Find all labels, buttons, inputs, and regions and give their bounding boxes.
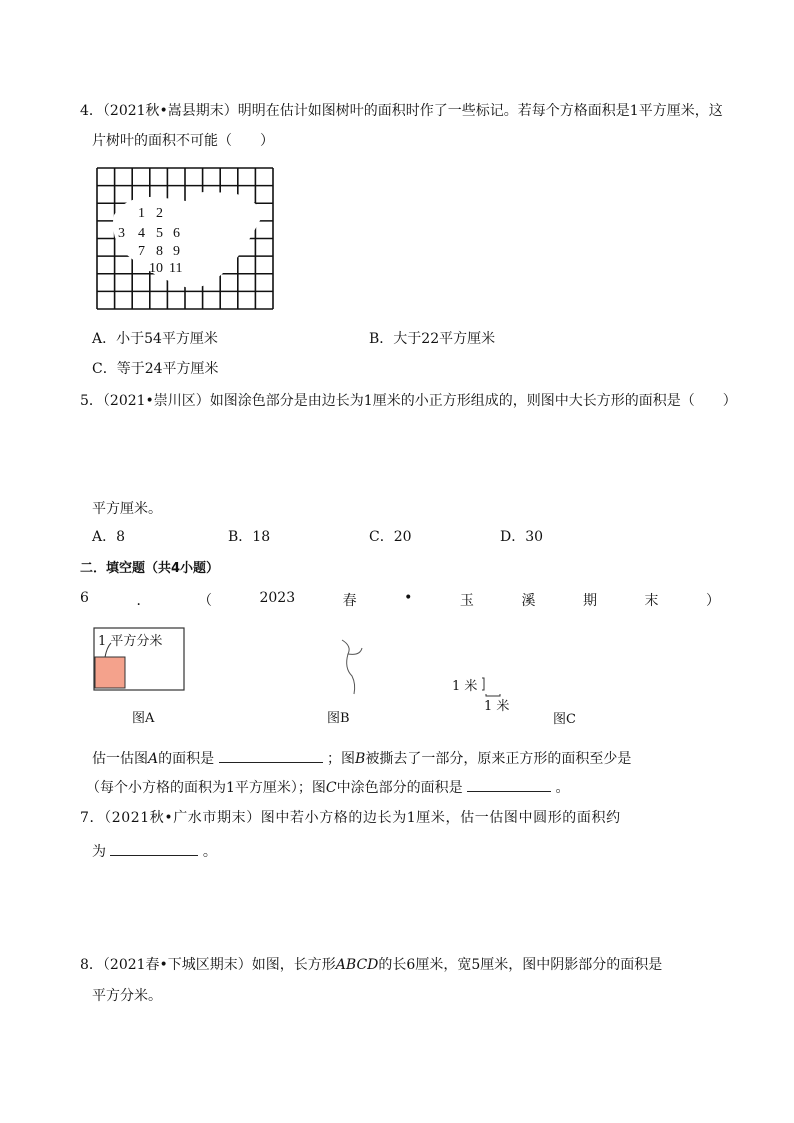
- q5-line2: 平方厘米。: [92, 501, 162, 517]
- leaf-num-3: 3: [118, 226, 125, 241]
- figure-a-caption: 图A: [132, 711, 155, 726]
- q4-option-a[interactable]: A．小于54平方厘米: [92, 331, 218, 347]
- staircase-grid-figure: [166, 421, 306, 513]
- q6-token: 玉: [459, 593, 474, 609]
- q5-option-a[interactable]: A．8: [92, 529, 126, 545]
- leaf-num-1: 1: [138, 206, 145, 221]
- leaf-num-7: 7: [138, 244, 145, 259]
- q6-token: 2023: [259, 590, 296, 606]
- leaf-num-10: 10: [149, 261, 163, 276]
- q8-line1: 8．（2021春•下城区期末）如图，长方形ABCD的长6厘米，宽5厘米，图中阴影部分的面积是: [80, 957, 663, 973]
- leaf-num-4: 4: [138, 226, 145, 241]
- leaf-num-8: 8: [156, 244, 163, 259]
- q4-option-b[interactable]: B．大于22平方厘米: [369, 331, 496, 347]
- q7-answer-blank[interactable]: [110, 841, 198, 856]
- figure-c-bottom-label: 1 米: [484, 699, 510, 714]
- figure-a: [93, 627, 193, 693]
- figure-b-caption: 图B: [327, 711, 350, 726]
- section-title: 二．填空题（共4小题）: [80, 561, 220, 576]
- q6-token: •: [404, 590, 413, 606]
- q6-token: 期: [582, 593, 597, 609]
- q6-token: 6: [80, 590, 89, 606]
- q6-token: 春: [342, 593, 357, 609]
- leaf-num-5: 5: [156, 226, 163, 241]
- q6-token: （: [197, 593, 212, 609]
- q5-option-b[interactable]: B．18: [228, 529, 271, 545]
- q6-line2: （每个小方格的面积为1平方厘米）；图C中涂色部分的面积是 。: [86, 777, 570, 797]
- q4-option-c[interactable]: C．等于24平方厘米: [92, 361, 219, 377]
- q6-token: ）: [705, 593, 720, 609]
- circle-grid-figure: [96, 869, 170, 943]
- q6-answer-blank-2[interactable]: [467, 777, 551, 792]
- figure-c-caption: 图C: [553, 712, 576, 727]
- q6-token: ．: [136, 593, 151, 609]
- q4-line1: 4．（2021秋•嵩县期末）明明在估计如图树叶的面积时作了一些标记。若每个方格面积是1平方厘米，这: [80, 103, 723, 119]
- leaf-grid-figure: [96, 167, 276, 312]
- q4-line2: 片树叶的面积不可能（ ）: [92, 133, 274, 149]
- leaf-num-6: 6: [173, 226, 180, 241]
- q6-header: [80, 590, 720, 610]
- figure-b: [312, 628, 372, 698]
- q6-answer-blank-1[interactable]: [219, 748, 323, 763]
- leaf-num-9: 9: [173, 244, 180, 259]
- figure-a-label: 1 平方分米: [98, 634, 163, 649]
- q6-line1: 估一估图A的面积是 ；图B被撕去了一部分，原来正方形的面积至少是: [92, 748, 631, 768]
- q6-token: 溪: [521, 593, 536, 609]
- q8-line2: 平方分米。: [92, 988, 162, 1004]
- q5-line1: 5．（2021•崇川区）如图涂色部分是由边长为1厘米的小正方形组成的，则图中大长方形的面积是（ ）: [80, 393, 737, 409]
- figure-c: [450, 628, 632, 718]
- q5-option-d[interactable]: D．30: [500, 529, 544, 545]
- q7-line2: 为 。: [92, 841, 217, 861]
- figure-c-side-label: 1 米: [452, 679, 478, 694]
- q6-token: 末: [644, 593, 659, 609]
- q5-option-c[interactable]: C．20: [369, 529, 412, 545]
- q7-line1: 7．（2021秋•广水市期末）图中若小方格的边长为1厘米，估一估图中圆形的面积约: [80, 810, 621, 826]
- leaf-num-11: 11: [169, 261, 183, 276]
- leaf-num-2: 2: [156, 206, 163, 221]
